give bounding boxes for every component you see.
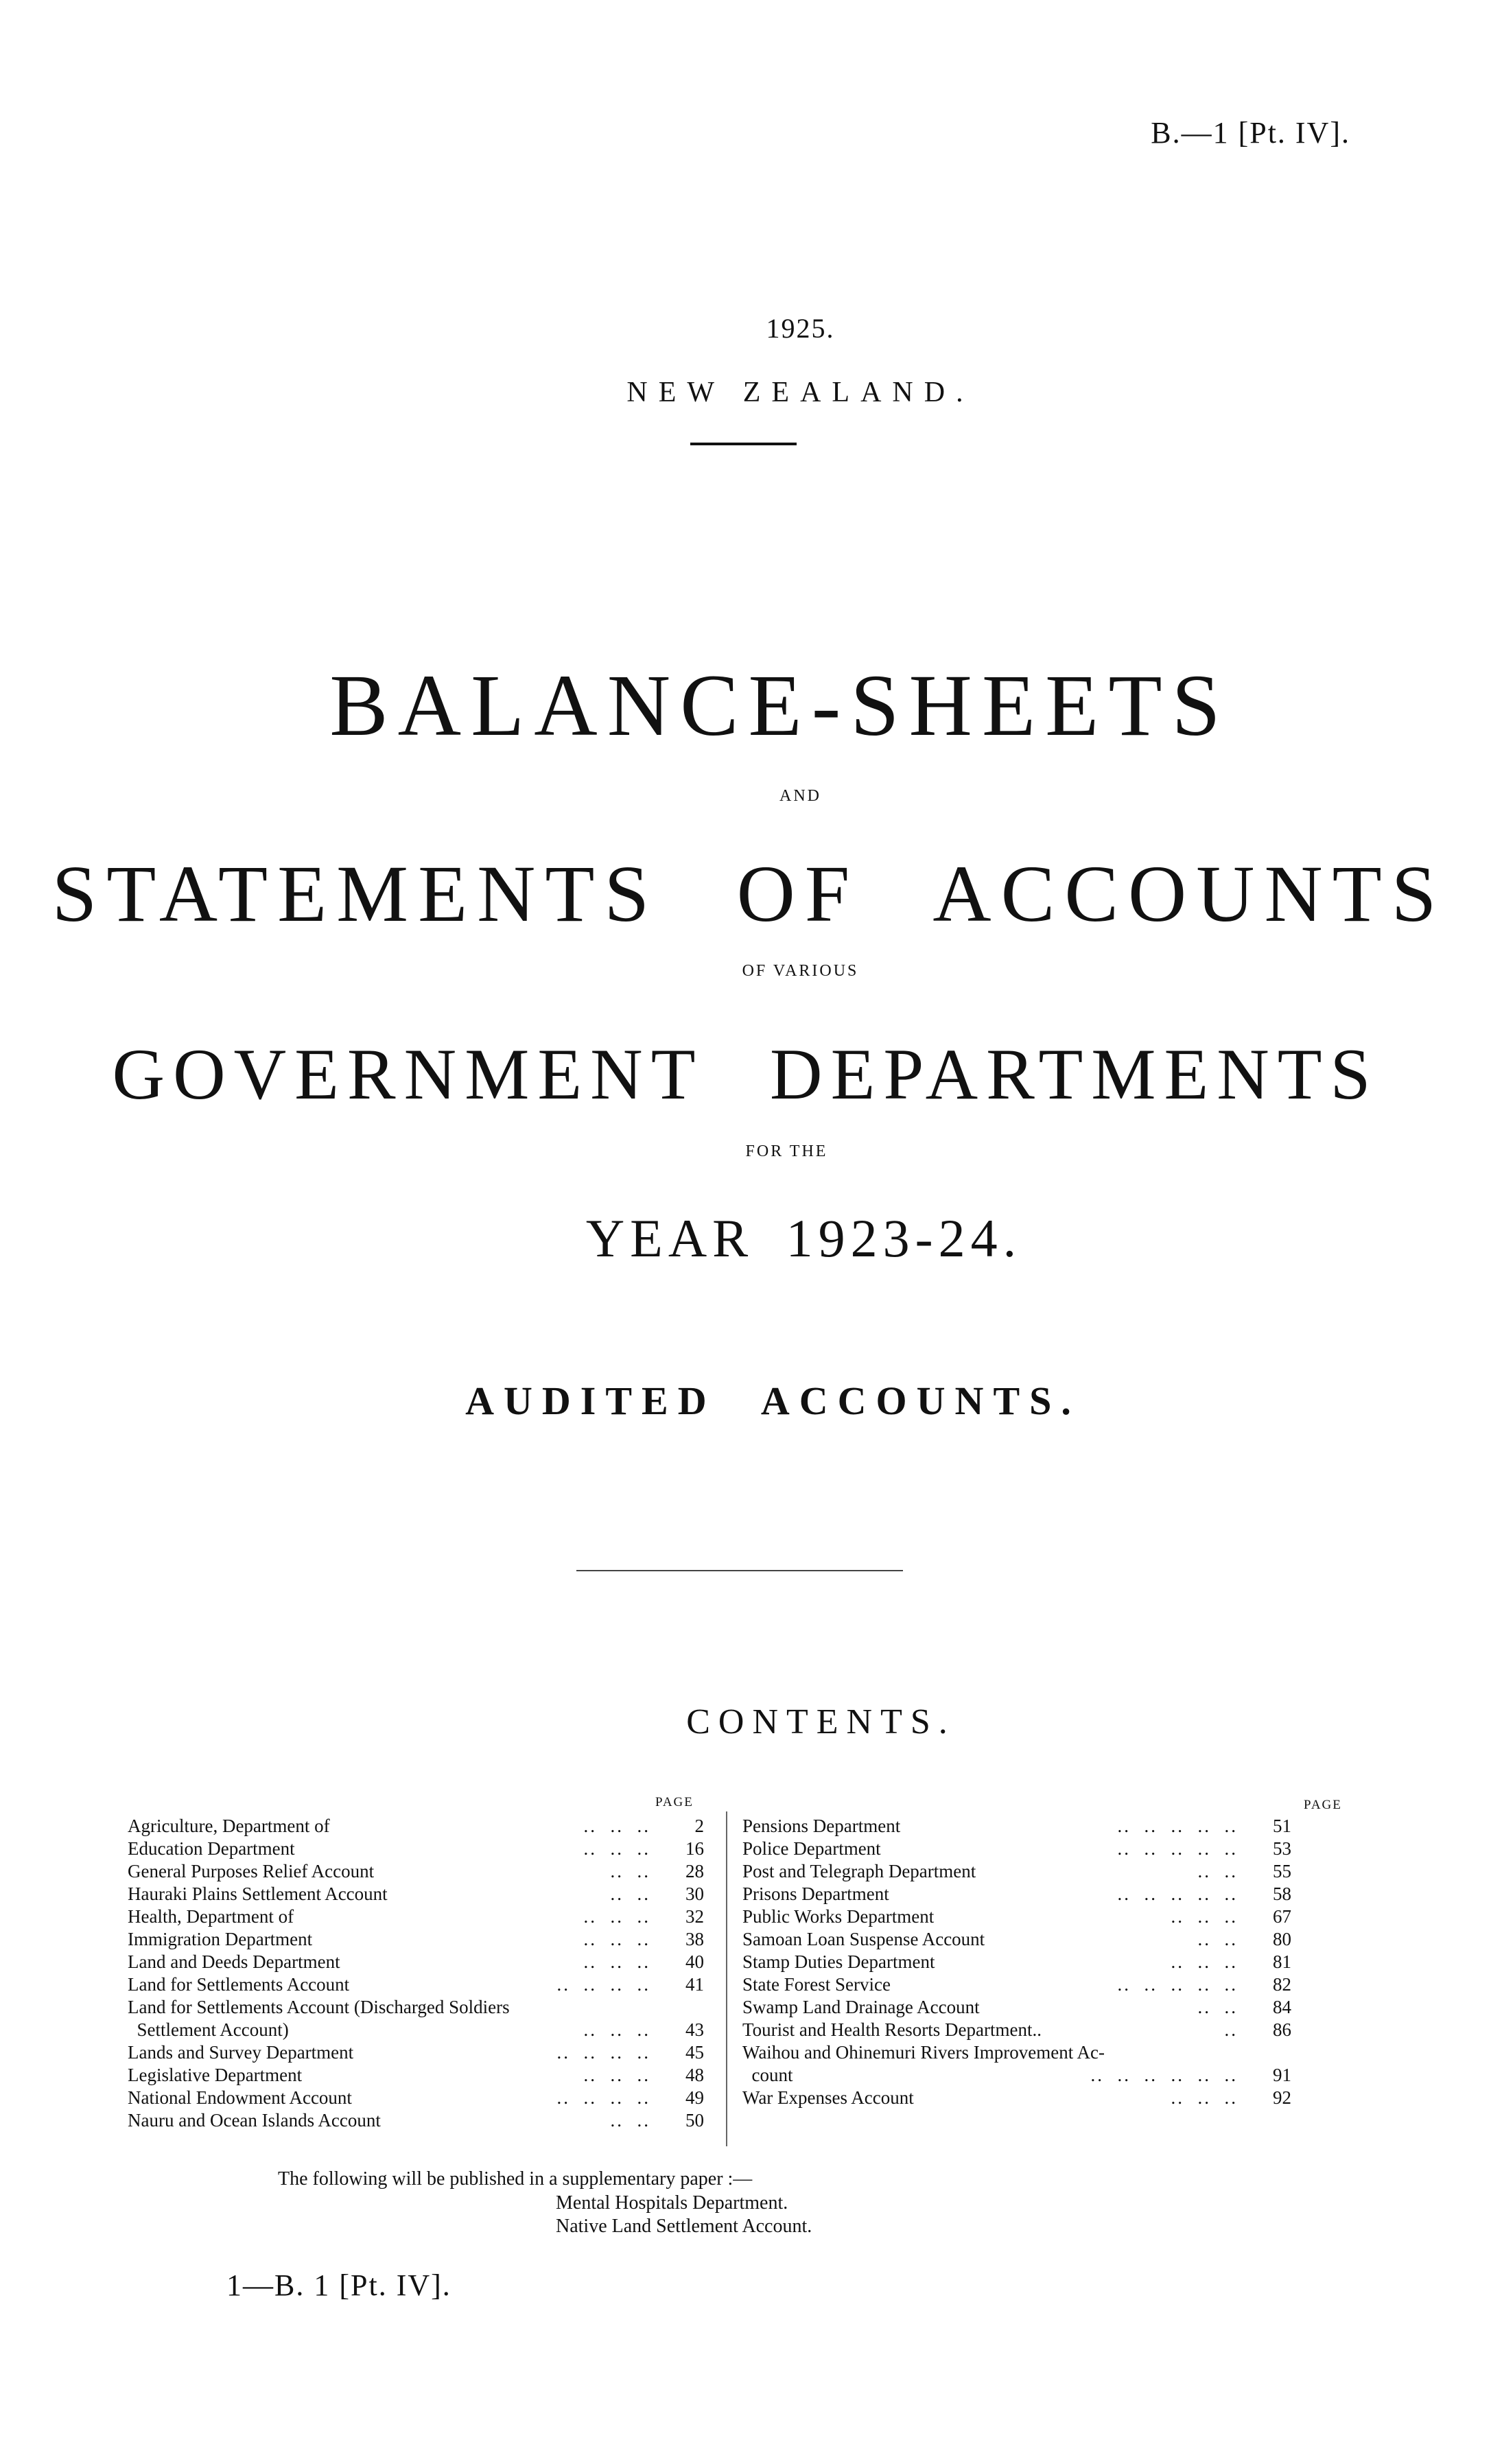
contents-entry-label: Nauru and Ocean Islands Account bbox=[128, 2110, 381, 2131]
contents-entry-leader: .. .. .. .. bbox=[556, 1974, 650, 1995]
contents-entry bbox=[742, 1815, 1291, 1838]
contents-entry-leader: .. .. .. bbox=[583, 2019, 650, 2040]
contents-entry-label: War Expenses Account bbox=[742, 2087, 914, 2108]
contents-entry-leader: .. .. .. bbox=[583, 1906, 650, 1927]
contents-entry-leader: .. .. .. .. bbox=[556, 2042, 650, 2063]
contents-entry-leader: .. .. .. .. .. bbox=[1117, 1884, 1238, 1904]
contents-entry-page: 32 bbox=[685, 1906, 704, 1927]
contents-entry-page: 48 bbox=[685, 2065, 704, 2085]
contents-entry-page: 45 bbox=[685, 2042, 704, 2063]
contents-entry bbox=[128, 1928, 704, 1951]
contents-entry-page: 84 bbox=[1273, 1997, 1291, 2017]
contents-entry bbox=[128, 1951, 704, 1973]
contents-entry-leader: .. .. .. bbox=[1171, 1906, 1238, 1927]
contents-entry-page: 58 bbox=[1273, 1884, 1291, 1904]
contents-entry-page: 86 bbox=[1273, 2019, 1291, 2040]
contents-entry-page: 67 bbox=[1273, 1906, 1291, 1927]
contents-entry bbox=[742, 2019, 1291, 2041]
contents-entry-leader: .. .. bbox=[1197, 1929, 1238, 1949]
title-year: YEAR 1923-24. bbox=[585, 1208, 1022, 1268]
contents-entry-leader: .. .. bbox=[610, 1884, 650, 1904]
contents-entry-label: Land for Settlements Account bbox=[128, 1974, 350, 1995]
contents-entry-label: Pensions Department bbox=[742, 1816, 901, 1836]
publication-year: 1925. bbox=[766, 313, 835, 344]
title-connector-for-the: FOR THE bbox=[745, 1142, 828, 1160]
contents-entry-label: General Purposes Relief Account bbox=[128, 1861, 375, 1881]
contents-entry-label: Health, Department of bbox=[128, 1906, 294, 1927]
contents-entry-leader: .. .. .. bbox=[583, 1816, 650, 1836]
contents-entry-page: 50 bbox=[685, 2110, 704, 2131]
contents-entry bbox=[128, 1973, 704, 1996]
contents-entry-label: Post and Telegraph Department bbox=[742, 1861, 976, 1881]
contents-entry-page: 28 bbox=[685, 1861, 704, 1881]
contents-entry-leader: .. .. .. .. .. .. bbox=[1090, 2065, 1238, 2085]
contents-entry-leader: .. .. .. bbox=[1171, 2087, 1238, 2108]
contents-entry-page: 40 bbox=[685, 1951, 704, 1972]
contents-entry-page: 16 bbox=[685, 1838, 704, 1859]
contents-entry-label: Hauraki Plains Settlement Account bbox=[128, 1884, 388, 1904]
contents-heading: CONTENTS. bbox=[686, 1702, 956, 1741]
contents-entry bbox=[742, 1883, 1291, 1905]
contents-entry-leader: .. .. .. bbox=[1171, 1951, 1238, 1972]
title-connector-of-various: OF VARIOUS bbox=[742, 962, 859, 980]
contents-entry bbox=[128, 1905, 704, 1928]
contents-entry-leader: .. .. bbox=[610, 2110, 650, 2131]
document-reference-bottom: 1—B. 1 [Pt. IV]. bbox=[226, 2268, 451, 2302]
contents-entry-page: 92 bbox=[1273, 2087, 1291, 2108]
contents-entry-page: 38 bbox=[685, 1929, 704, 1949]
contents-entry-leader: .. .. .. .. .. bbox=[1117, 1838, 1238, 1859]
contents-entry-page: 82 bbox=[1273, 1974, 1291, 1995]
contents-entry-label: Agriculture, Department of bbox=[128, 1816, 330, 1836]
contents-entry-page: 53 bbox=[1273, 1838, 1291, 1859]
contents-entry-label: Lands and Survey Department bbox=[128, 2042, 354, 2063]
contents-entry bbox=[128, 2019, 704, 2041]
contents-entry-label: Land and Deeds Department bbox=[128, 1951, 340, 1972]
contents-entry-leader: .. .. .. .. .. bbox=[1117, 1974, 1238, 1995]
contents-entry bbox=[742, 2087, 1291, 2109]
contents-entry-leader: .. bbox=[1224, 2019, 1238, 2040]
contents-entry-page: 2 bbox=[694, 1816, 704, 1836]
supplementary-note: The following will be published in a supplementary paper :— bbox=[278, 2168, 753, 2190]
contents-entry-page: 81 bbox=[1273, 1951, 1291, 1972]
contents-entry-label: State Forest Service bbox=[742, 1974, 891, 1995]
contents-entry bbox=[742, 1905, 1291, 1928]
contents-entry-leader: .. .. .. bbox=[583, 2065, 650, 2085]
contents-entry-page: 91 bbox=[1273, 2065, 1291, 2085]
contents-entry bbox=[128, 1860, 704, 1883]
column-divider bbox=[726, 1811, 727, 2146]
contents-entry-page: 49 bbox=[685, 2087, 704, 2108]
contents-entry-leader: .. .. .. .. .. bbox=[1117, 1816, 1238, 1836]
contents-entry-page: 55 bbox=[1273, 1861, 1291, 1881]
title-government-departments: GOVERNMENT DEPARTMENTS bbox=[112, 1034, 1379, 1114]
contents-entry bbox=[742, 1996, 1291, 2019]
contents-entry bbox=[742, 1928, 1291, 1951]
contents-entry bbox=[128, 2087, 704, 2109]
contents-entry-label: National Endowment Account bbox=[128, 2087, 352, 2108]
contents-entry-leader: .. .. bbox=[1197, 1997, 1238, 2017]
subtitle-audited-accounts: AUDITED ACCOUNTS. bbox=[465, 1378, 1081, 1423]
contents-entry-leader: .. .. bbox=[1197, 1861, 1238, 1881]
title-balance-sheets: BALANCE-SHEETS bbox=[329, 657, 1230, 754]
contents-entry-label: Legislative Department bbox=[128, 2065, 303, 2085]
country-heading: NEW ZEALAND. bbox=[626, 377, 974, 408]
contents-entry-label: Waihou and Ohinemuri Rivers Improvement Ac- bbox=[742, 2042, 1105, 2063]
contents-entry-label: Stamp Duties Department bbox=[742, 1951, 935, 1972]
supplementary-item: Mental Hospitals Department. bbox=[556, 2192, 788, 2214]
title-statements-of-accounts: STATEMENTS OF ACCOUNTS bbox=[51, 849, 1446, 939]
contents-list-right bbox=[742, 1815, 1291, 2109]
contents-entry bbox=[742, 2041, 1291, 2064]
contents-entry-leader: .. .. .. .. bbox=[556, 2087, 650, 2108]
contents-entry-page: 43 bbox=[685, 2019, 704, 2040]
contents-entry bbox=[128, 2064, 704, 2087]
contents-entry-label: Tourist and Health Resorts Department.. bbox=[742, 2019, 1042, 2040]
contents-entry-page: 41 bbox=[685, 1974, 704, 1995]
contents-entry bbox=[128, 2041, 704, 2064]
contents-entry-page: 80 bbox=[1273, 1929, 1291, 1949]
contents-entry-label: Samoan Loan Suspense Account bbox=[742, 1929, 985, 1949]
contents-entry-leader: .. .. bbox=[610, 1861, 650, 1881]
contents-entry-label: Swamp Land Drainage Account bbox=[742, 1997, 980, 2017]
contents-entry-label: Settlement Account) bbox=[128, 2019, 289, 2040]
page-column-header: PAGE bbox=[1304, 1798, 1342, 1812]
contents-entry-label: Police Department bbox=[742, 1838, 881, 1859]
contents-entry-label: count bbox=[742, 2065, 793, 2085]
contents-entry-label: Prisons Department bbox=[742, 1884, 889, 1904]
contents-entry-leader: .. .. .. bbox=[583, 1951, 650, 1972]
contents-entry bbox=[742, 1838, 1291, 1860]
contents-entry bbox=[128, 1815, 704, 1838]
contents-entry bbox=[128, 1883, 704, 1905]
contents-entry bbox=[742, 1973, 1291, 1996]
contents-list-left bbox=[128, 1815, 704, 2132]
contents-entry bbox=[742, 1951, 1291, 1973]
contents-entry-label: Education Department bbox=[128, 1838, 295, 1859]
contents-entry bbox=[128, 1838, 704, 1860]
title-connector-and: AND bbox=[779, 787, 821, 805]
divider-rule bbox=[690, 443, 797, 445]
page-column-header: PAGE bbox=[655, 1795, 694, 1809]
supplementary-item: Native Land Settlement Account. bbox=[556, 2216, 812, 2237]
contents-entry-label: Land for Settlements Account (Discharged Soldiers bbox=[128, 1997, 510, 2017]
contents-entry-leader: .. .. .. bbox=[583, 1929, 650, 1949]
divider-rule bbox=[576, 1570, 903, 1571]
contents-entry-label: Public Works Department bbox=[742, 1906, 935, 1927]
contents-entry bbox=[742, 2064, 1291, 2087]
contents-entry bbox=[128, 1996, 704, 2019]
contents-entry bbox=[128, 2109, 704, 2132]
document-reference-top: B.—1 [Pt. IV]. bbox=[1151, 116, 1350, 150]
contents-entry-label: Immigration Department bbox=[128, 1929, 313, 1949]
contents-entry bbox=[742, 1860, 1291, 1883]
contents-entry-page: 51 bbox=[1273, 1816, 1291, 1836]
contents-entry-leader: .. .. .. bbox=[583, 1838, 650, 1859]
contents-entry-page: 30 bbox=[685, 1884, 704, 1904]
